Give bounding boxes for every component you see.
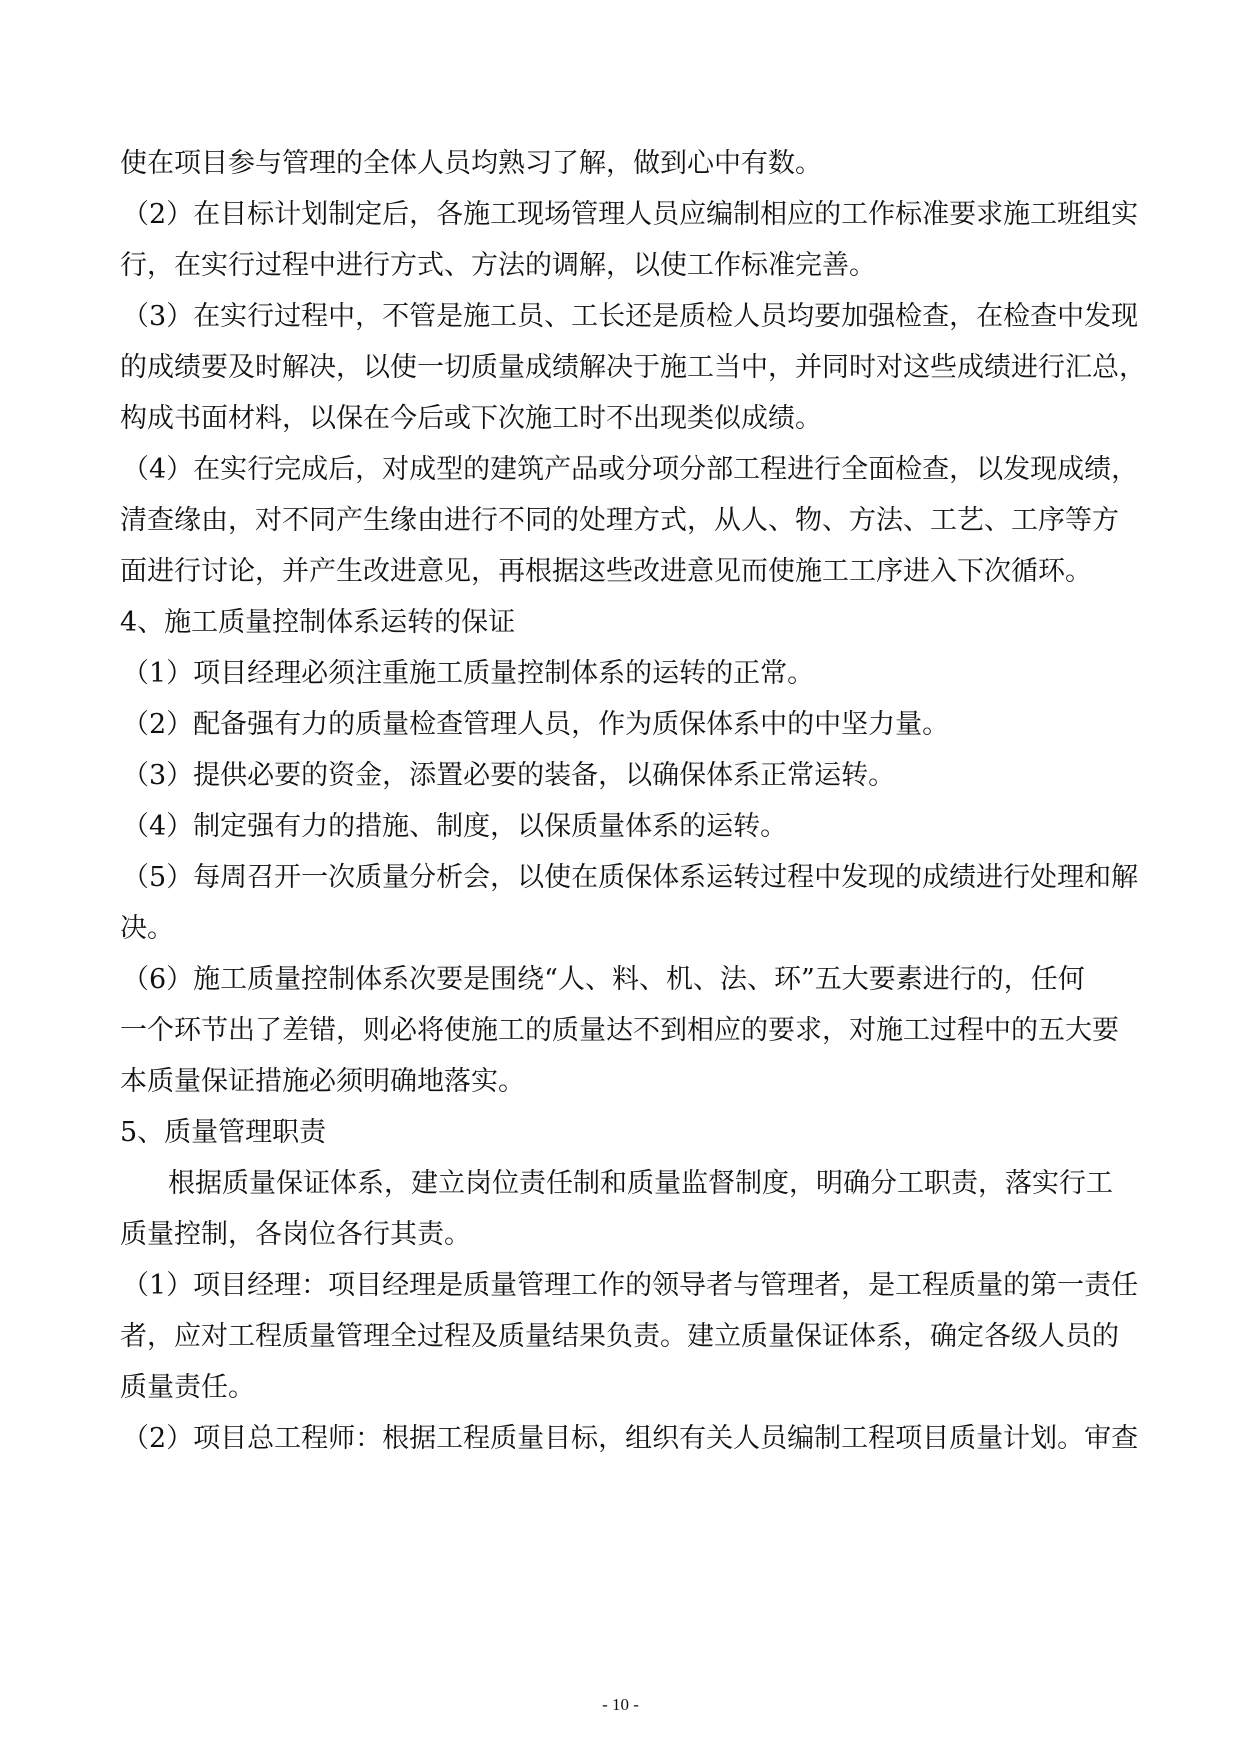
text-line: 清查缘由，对不同产生缘由进行不同的处理方式，从人、物、方法、工艺、工序等方 <box>120 505 1119 536</box>
text-line: 的成绩要及时解决，以使一切质量成绩解决于施工当中，并同时对这些成绩进行汇总， <box>120 352 1146 383</box>
text-line: （6）施工质量控制体系次要是围绕“人、料、机、法、环”五大要素进行的，任何 <box>122 964 1085 995</box>
text-line: 质量控制，各岗位各行其责。 <box>120 1219 471 1250</box>
page-number: - 10 - <box>602 1695 639 1714</box>
text-line: 构成书面材料，以保在今后或下次施工时不出现类似成绩。 <box>120 403 822 434</box>
text-line: （3）在实行过程中，不管是施工员、工长还是质检人员均要加强检查，在检查中发现 <box>122 301 1139 332</box>
text-line: （5）每周召开一次质量分析会，以使在质保体系运转过程中发现的成绩进行处理和解 <box>122 862 1139 893</box>
text-line: 根据质量保证体系，建立岗位责任制和质量监督制度，明确分工职责，落实行工 <box>168 1168 1113 1199</box>
section-heading: 4、施工质量控制体系运转的保证 <box>120 607 516 638</box>
text-line: 使在项目参与管理的全体人员均熟习了解，做到心中有数。 <box>120 148 822 179</box>
text-line: 面进行讨论，并产生改进意见，再根据这些改进意见而使施工工序进入下次循环。 <box>120 556 1092 587</box>
text-line: （2）在目标计划制定后，各施工现场管理人员应编制相应的工作标准要求施工班组实 <box>122 199 1139 230</box>
text-line: 一个环节出了差错，则必将使施工的质量达不到相应的要求，对施工过程中的五大要 <box>120 1015 1119 1046</box>
text-line: （4）制定强有力的措施、制度，以保质量体系的运转。 <box>122 811 788 842</box>
section-heading: 5、质量管理职责 <box>120 1117 327 1148</box>
text-line: 质量责任。 <box>120 1372 255 1403</box>
text-line: （2）配备强有力的质量检查管理人员，作为质保体系中的中坚力量。 <box>122 709 950 740</box>
text-line: （3）提供必要的资金，添置必要的装备，以确保体系正常运转。 <box>122 760 896 791</box>
text-line: 本质量保证措施必须明确地落实。 <box>120 1066 525 1097</box>
text-line: （1）项目经理必须注重施工质量控制体系的运转的正常。 <box>122 658 815 689</box>
text-line: （1）项目经理：项目经理是质量管理工作的领导者与管理者，是工程质量的第一责任 <box>122 1270 1139 1301</box>
text-line: 行，在实行过程中进行方式、方法的调解，以使工作标准完善。 <box>120 250 876 281</box>
text-line: （2）项目总工程师：根据工程质量目标，组织有关人员编制工程项目质量计划。审查 <box>122 1423 1139 1454</box>
text-line: （4）在实行完成后，对成型的建筑产品或分项分部工程进行全面检查，以发现成绩， <box>122 454 1139 485</box>
text-line: 者，应对工程质量管理全过程及质量结果负责。建立质量保证体系，确定各级人员的 <box>120 1321 1119 1352</box>
text-line: 决。 <box>120 913 174 944</box>
